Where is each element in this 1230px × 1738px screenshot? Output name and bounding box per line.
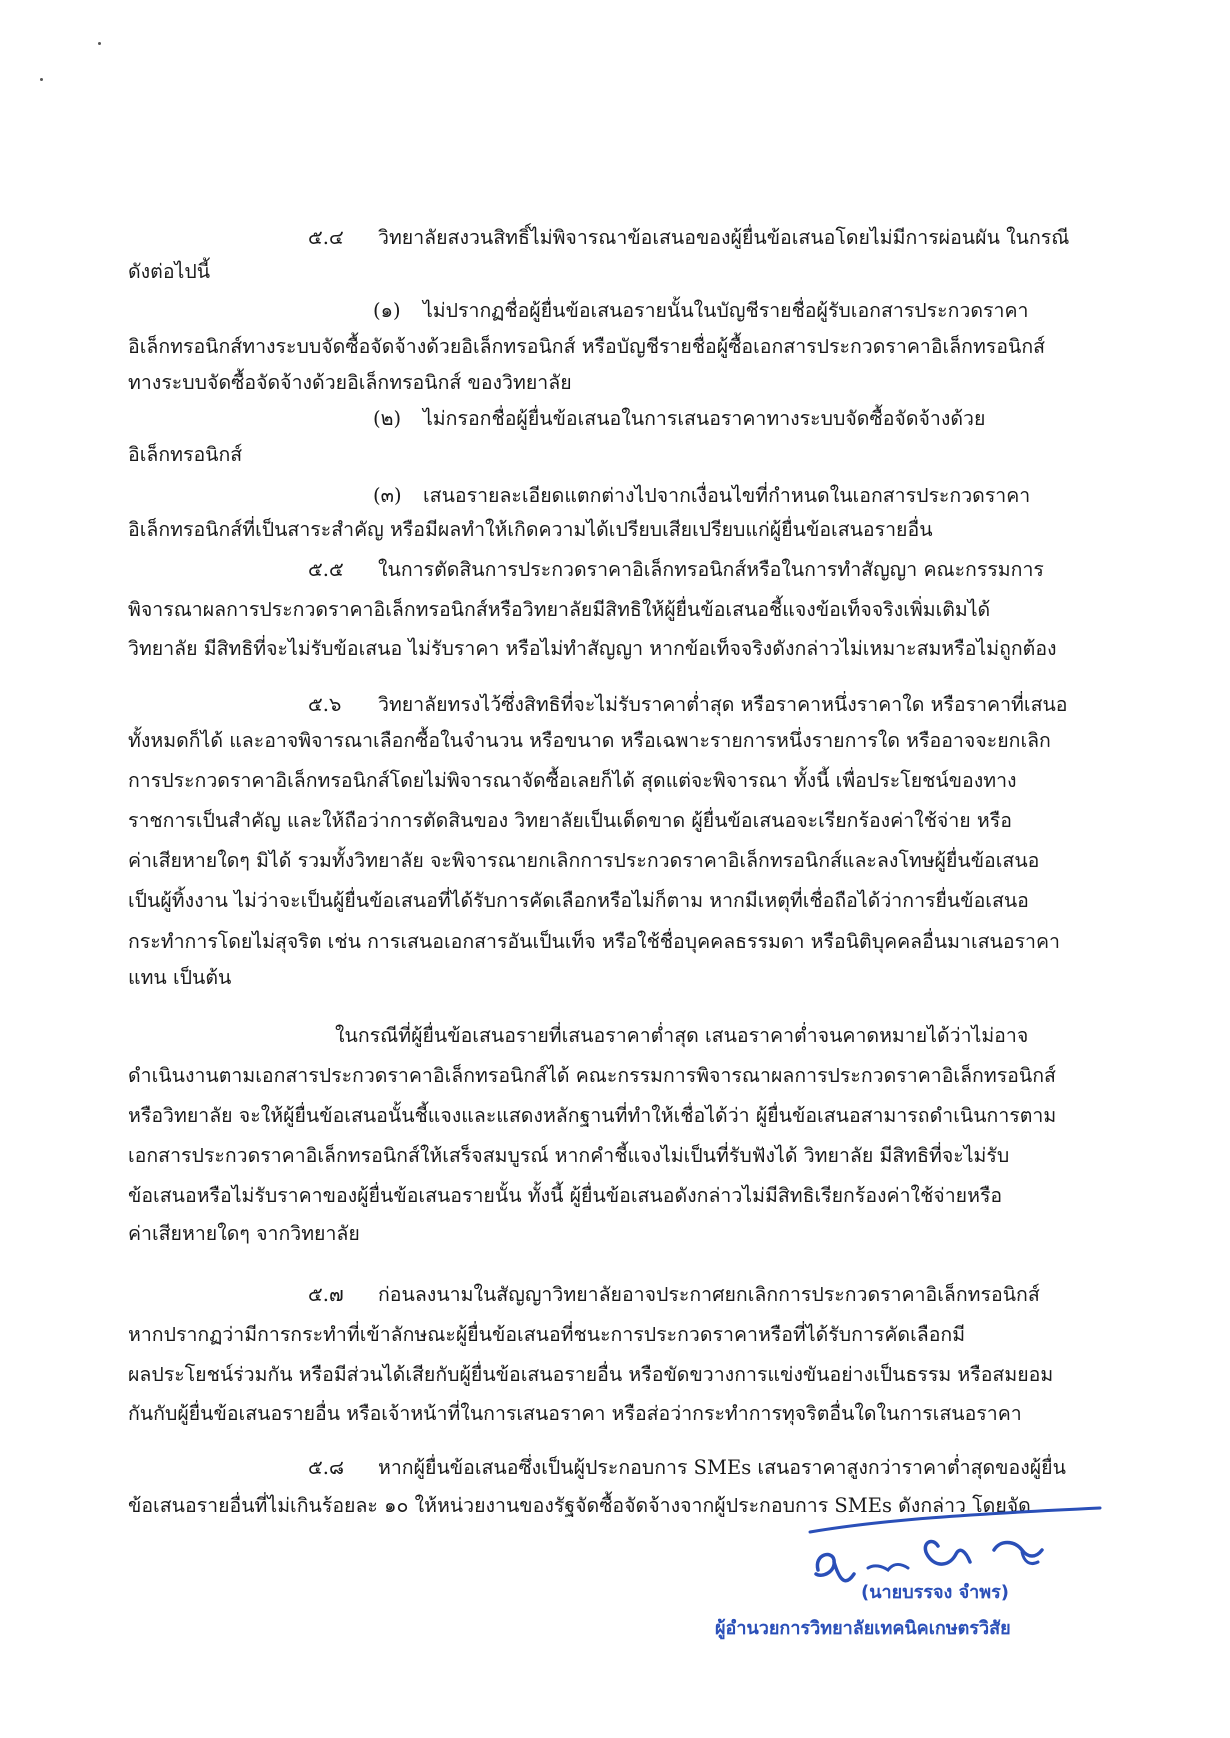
scan-speck xyxy=(98,42,101,45)
section-5-4-line-1: ๕.๔ วิทยาลัยสงวนสิทธิ์ไม่พิจารณาข้อเสนอของผู้ยื่นข้อเสนอโดยไม่มีการผ่อนผัน ในกรณี xyxy=(308,221,1230,255)
section-5-7-line-4: กันกับผู้ยื่นข้อเสนอรายอื่น หรือเจ้าหน้าที่ในการเสนอราคา หรือส่อว่ากระทำการทุจริตอื่นใดในการเสนอราคา xyxy=(128,1402,1022,1425)
section-5-6-line-3: การประกวดราคาอิเล็กทรอนิกส์โดยไม่พิจารณาจัดซื้อเลยก็ได้ สุดแต่จะพิจารณา ทั้งนี้ เพื่อประโยชน์ของทาง xyxy=(128,769,1017,792)
item-3-label: (๓) xyxy=(373,484,402,507)
low-price-line-1: ในกรณีที่ผู้ยื่นข้อเสนอรายที่เสนอราคาต่ำสุด เสนอราคาต่ำจนคาดหมายได้ว่าไม่อาจ xyxy=(335,1024,1029,1047)
section-5-7-label: ๕.๗ xyxy=(308,1283,344,1306)
section-5-5-label: ๕.๕ xyxy=(308,558,344,581)
section-5-4-label: ๕.๔ xyxy=(308,226,344,249)
section-5-7-line-1: ๕.๗ ก่อนลงนามในสัญญาวิทยาลัยอาจประกาศยกเลิกการประกวดราคาอิเล็กทรอนิกส์ xyxy=(308,1278,1230,1312)
section-5-5-line-1: ๕.๕ ในการตัดสินการประกวดราคาอิเล็กทรอนิกส์หรือในการทำสัญญา คณะกรรมการ xyxy=(308,553,1230,587)
section-5-8-line-1: ๕.๘ หากผู้ยื่นข้อเสนอซึ่งเป็นผู้ประกอบการ SMEs เสนอราคาสูงกว่าราคาต่ำสุดของผู้ยื่น xyxy=(308,1451,1230,1485)
signatory-name: (นายบรรจง จำพร) xyxy=(861,1582,1009,1603)
section-5-7-line-2: หากปรากฏว่ามีการกระทำที่เข้าลักษณะผู้ยื่นข้อเสนอที่ชนะการประกวดราคาหรือที่ได้รับการคัดเลือกมี xyxy=(128,1323,966,1346)
section-5-6-line-4: ราชการเป็นสำคัญ และให้ถือว่าการตัดสินของ วิทยาลัยเป็นเด็ดขาด ผู้ยื่นข้อเสนอจะเรียกร้องค่าใช้จ่าย หรือ xyxy=(128,809,1012,832)
item-3-line-1: (๓) เสนอรายละเอียดแตกต่างไปจากเงื่อนไขที่กำหนดในเอกสารประกวดราคา xyxy=(373,479,1230,513)
item-3-line-2: อิเล็กทรอนิกส์ที่เป็นสาระสำคัญ หรือมีผลทำให้เกิดความได้เปรียบเสียเปรียบแก่ผู้ยื่นข้อเสนอรายอื่น xyxy=(128,518,933,541)
section-5-6-line-5: ค่าเสียหายใดๆ มิได้ รวมทั้งวิทยาลัย จะพิจารณายกเลิกการประกวดราคาอิเล็กทรอนิกส์และลงโทษผู้ยื่นข้อเสนอ xyxy=(128,849,1040,872)
item-2-label: (๒) xyxy=(373,407,402,430)
handwritten-signature xyxy=(770,1470,1110,1630)
section-5-8-line-2: ข้อเสนอรายอื่นที่ไม่เกินร้อยละ ๑๐ ให้หน่วยงานของรัฐจัดซื้อจัดจ้างจากผู้ประกอบการ SMEs ดังกล่าว โดยจัด xyxy=(128,1494,1031,1517)
section-5-6-label: ๕.๖ xyxy=(308,693,342,716)
signatory-title: ผู้อำนวยการวิทยาลัยเทคนิคเกษตรวิสัย xyxy=(715,1618,1011,1639)
section-5-5-line-3: วิทยาลัย มีสิทธิที่จะไม่รับข้อเสนอ ไม่รับราคา หรือไม่ทำสัญญา หากข้อเท็จจริงดังกล่าวไม่เหมาะสมหรือไม่ถูกต้อง xyxy=(128,637,1057,660)
low-price-line-6: ค่าเสียหายใดๆ จากวิทยาลัย xyxy=(128,1222,360,1245)
section-5-6-line-8: แทน เป็นต้น xyxy=(128,966,232,989)
item-1-line-3: ทางระบบจัดซื้อจัดจ้างด้วยอิเล็กทรอนิกส์ ของวิทยาลัย xyxy=(128,371,572,394)
item-2-line-1: (๒) ไม่กรอกชื่อผู้ยื่นข้อเสนอในการเสนอราคาทางระบบจัดซื้อจัดจ้างด้วย xyxy=(373,402,1230,436)
low-price-line-5: ข้อเสนอหรือไม่รับราคาของผู้ยื่นข้อเสนอรายนั้น ทั้งนี้ ผู้ยื่นข้อเสนอดังกล่าวไม่มีสิทธิเรียกร้องค่าใช้จ่ายหรือ xyxy=(128,1184,1003,1207)
section-5-6-line-7: กระทำการโดยไม่สุจริต เช่น การเสนอเอกสารอันเป็นเท็จ หรือใช้ชื่อบุคคลธรรมดา หรือนิติบุคคลอื่นมาเสนอราคา xyxy=(128,930,1061,953)
item-2-line-2: อิเล็กทรอนิกส์ xyxy=(128,443,243,466)
section-5-7-line-3: ผลประโยชน์ร่วมกัน หรือมีส่วนได้เสียกับผู้ยื่นข้อเสนอรายอื่น หรือขัดขวางการแข่งขันอย่างเป็นธรรม หรือสมยอม xyxy=(128,1363,1054,1386)
section-5-6-line-6: เป็นผู้ทิ้งงาน ไม่ว่าจะเป็นผู้ยื่นข้อเสนอที่ได้รับการคัดเลือกหรือไม่ก็ตาม หากมีเหตุที่เชื่อถือได้ว่าการยื่นข้อเสนอ xyxy=(128,889,1029,912)
section-5-4-line-2: ดังต่อไปนี้ xyxy=(128,260,211,283)
item-1-line-1: (๑) ไม่ปรากฏชื่อผู้ยื่นข้อเสนอรายนั้นในบัญชีรายชื่อผู้รับเอกสารประกวดราคา xyxy=(373,294,1230,328)
section-5-8-label: ๕.๘ xyxy=(308,1456,345,1479)
section-5-6-line-1: ๕.๖ วิทยาลัยทรงไว้ซึ่งสิทธิที่จะไม่รับราคาต่ำสุด หรือราคาหนึ่งราคาใด หรือราคาที่เสนอ xyxy=(308,688,1230,722)
low-price-line-3: หรือวิทยาลัย จะให้ผู้ยื่นข้อเสนอนั้นชี้แจงและแสดงหลักฐานที่ทำให้เชื่อได้ว่า ผู้ยื่นข้อเสนอสามารถดำเนินการตาม xyxy=(128,1104,1057,1127)
item-1-line-2: อิเล็กทรอนิกส์ทางระบบจัดซื้อจัดจ้างด้วยอิเล็กทรอนิกส์ หรือบัญชีรายชื่อผู้ซื้อเอกสารประกวดราคาอิเล็กทรอนิกส์ xyxy=(128,335,1046,358)
low-price-line-2: ดำเนินงานตามเอกสารประกวดราคาอิเล็กทรอนิกส์ได้ คณะกรรมการพิจารณาผลการประกวดราคาอิเล็กทรอนิกส์ xyxy=(128,1064,1056,1087)
item-1-label: (๑) xyxy=(373,299,401,322)
scan-speck xyxy=(40,78,43,81)
section-5-6-line-2: ทั้งหมดก็ได้ และอาจพิจารณาเลือกซื้อในจำนวน หรือขนาด หรือเฉพาะรายการหนึ่งรายการใด หรืออาจจะยกเลิก xyxy=(128,729,1051,752)
section-5-5-line-2: พิจารณาผลการประกวดราคาอิเล็กทรอนิกส์หรือวิทยาลัยมีสิทธิให้ผู้ยื่นข้อเสนอชี้แจงข้อเท็จจริงเพิ่มเติมได้ xyxy=(128,598,991,621)
low-price-line-4: เอกสารประกวดราคาอิเล็กทรอนิกส์ให้เสร็จสมบูรณ์ หากคำชี้แจงไม่เป็นที่รับฟังได้ วิทยาลัย มีสิทธิที่จะไม่รับ xyxy=(128,1144,1010,1167)
